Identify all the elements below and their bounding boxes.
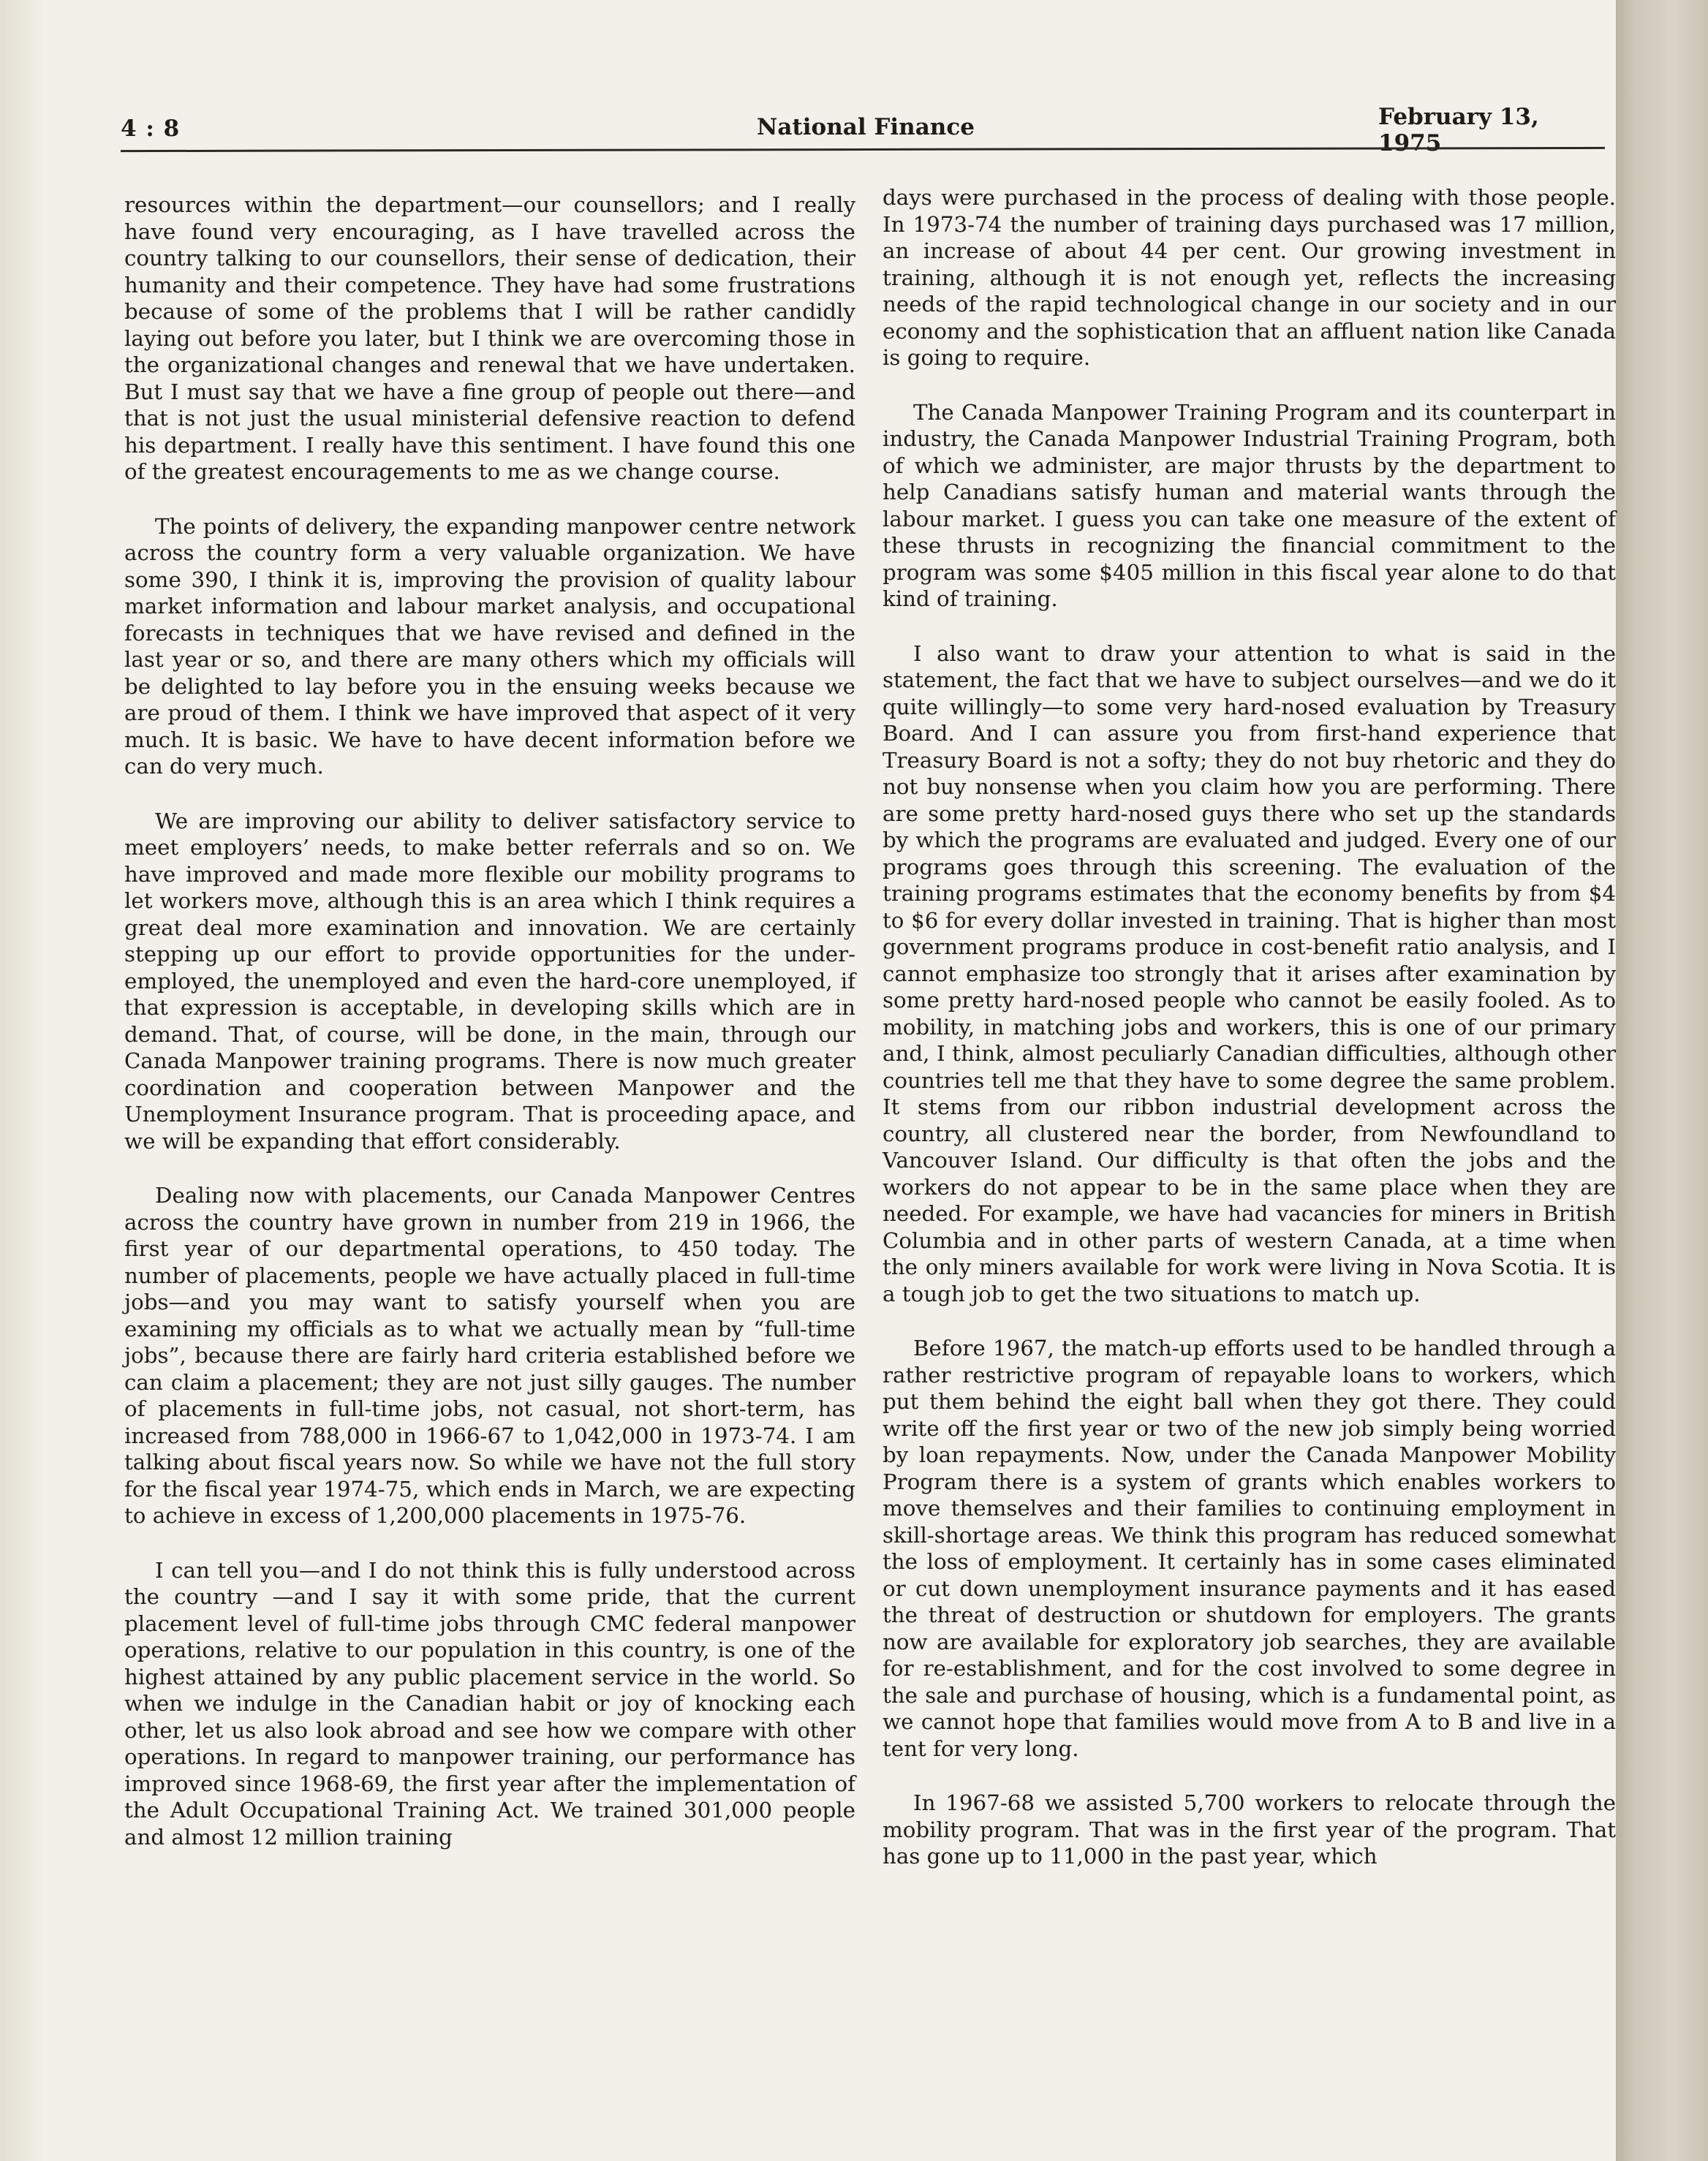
paragraph: We are improving our ability to deliver satisfactory service to meet employers’ needs, to make better referrals and so on. We have improved and made more flexible our mobility programs to let workers move, although this is an area which I think requires a great deal more examination and innovation. We are certainly stepping up our effort to provide opportunities for the under-employed, the unemployed and even the hard-core unemployed, if that expression is acceptable, in developing skills which are in demand. That, of course, will be done, in the main, through our Canada Manpower training programs. There is now much greater coordination and cooperation between Manpower and the Unemployment Insurance program. That is proceeding apace, and we will be expanding that effort considerably. [124, 808, 855, 1154]
page-gutter-shadow [0, 0, 44, 2161]
right-column [883, 184, 1616, 1898]
header-date: February 13, 1975 [1378, 104, 1539, 156]
paragraph: days were purchased in the process of dealing with those people. In 1973-74 the number of training days purchased was 17 million, an increase of about 44 per cent. Our growing investment in training, although it is not enough yet, reflects the increasing needs of the rapid technological change in our society and in our economy and the sophistication that an affluent nation like Canada is going to require. [883, 185, 1616, 370]
paragraph: The points of delivery, the expanding manpower centre network across the country form a very valuable organization. We have some 390, I think it is, improving the provision of quality labour market information and labour market analysis, and occupational forecasts in techniques that we have revised and defined in the last year or so, and there are many others which my officials will be delighted to lay before you in the ensuing weeks because we are proud of them. I think we have improved that aspect of it very much. It is basic. We have to have decent information before we can do very much. [124, 513, 855, 779]
page-number: 4 : 8 [121, 116, 181, 142]
left-column [124, 192, 855, 1878]
running-header [121, 104, 1605, 156]
paragraph: I can tell you—and I do not think this is fully understood across the country —and I say it with some pride, that the current placement level of full-time jobs through CMC federal manpower operations, relative to our population in this country, is one of the highest attained by any public placement service in the world. So when we indulge in the Canadian habit or joy of knocking each other, let us also look abroad and see how we compare with other operations. In regard to manpower training, our performance has improved since 1968-69, the first year after the implementation of the Adult Occupational Training Act. We trained 301,000 people and almost 12 million training [124, 1557, 855, 1850]
paragraph: In 1967-68 we assisted 5,700 workers to relocate through the mobility program. That was in the first year of the program. That has gone up to 11,000 in the past year, which [883, 1790, 1616, 1869]
paragraph: resources within the department—our counsellors; and I really have found very encouraging, as I have travelled across the country talking to our counsellors, their sense of dedication, their humanity and their competence. They have had some frustrations because of some of the problems that I will be rather candidly laying out before you later, but I think we are overcoming those in the organizational changes and renewal that we have undertaken. But I must say that we have a fine group of people out there—and that is not just the usual ministerial defensive reaction to defend his department. I really have this sentiment. I have found this one of the greatest encouragements to me as we change course. [124, 192, 855, 484]
paragraph: I also want to draw your attention to what is said in the statement, the fact that we have to subject ourselves—and we do it quite willingly—to some very hard-nosed evaluation by Treasury Board. And I can assure you from first-hand experience that Treasury Board is not a softy; they do not buy rhetoric and they do not buy nonsense when you claim how you are performing. There are some pretty hard-nosed guys there who set up the standards by which the programs are evaluated and judged. Every one of our programs goes through this screening. The evaluation of the training programs estimates that the economy benefits by from $4 to $6 for every dollar invested in training. That is higher than most government programs produce in cost-benefit ratio analysis, and I cannot emphasize too strongly that it arises after examination by some pretty hard-nosed people who cannot be easily fooled. As to mobility, in matching jobs and workers, this is one of our primary and, I think, almost peculiarly Canadian difficulties, although other countries tell me that they have to some degree the same problem. It stems from our ribbon industrial development across the country, all clustered near the border, from Newfoundland to Vancouver Island. Our difficulty is that often the jobs and the workers do not appear to be in the same place when they are needed. For example, we have had vacancies for miners in British Columbia and in other parts of western Canada, at a time when the only miners available for work were living in Nova Scotia. It is a tough job to get the two situations to match up. [883, 640, 1616, 1306]
page-edge-margin [1616, 0, 1708, 2161]
paragraph: Dealing now with placements, our Canada Manpower Centres across the country have grown in number from 219 in 1966, the first year of our departmental operations, to 450 today. The number of placements, people we have actually placed in full-time jobs—and you may want to satisfy yourself when you are examining my officials as to what we actually mean by “full-time jobs”, because there are fairly hard criteria established before we can claim a placement; they are not just silly gauges. The number of placements in full-time jobs, not casual, not short-term, has increased from 788,000 in 1966-67 to 1,042,000 in 1973-74. I am talking about fiscal years now. So while we have not the full story for the fiscal year 1974-75, which ends in March, we are expecting to achieve in excess of 1,200,000 placements in 1975-76. [124, 1183, 855, 1528]
paragraph: Before 1967, the match-up efforts used to be handled through a rather restrictive program of repayable loans to workers, which put them behind the eight ball when they got there. They could write off the first year or two of the new job simply being worried by loan repayments. Now, under the Canada Manpower Mobility Program there is a system of grants which enables workers to move themselves and their families to continuing employment in skill-shortage areas. We think this program has reduced somewhat the loss of employment. It certainly has in some cases eliminated or cut down unemployment insurance payments and it has eased the threat of destruction or shutdown for employers. The grants now are available for exploratory job searches, they are available for re-establishment, and for the cost involved to some degree in the sale and purchase of housing, which is a fundamental point, as we cannot hope that families would move from A to B and live in a tent for very long. [883, 1336, 1616, 1761]
paragraph: The Canada Manpower Training Program and its counterpart in industry, the Canada Manpower Industrial Training Program, both of which we administer, are major thrusts by the department to help Canadians satisfy human and material wants through the labour market. I guess you can take one measure of the extent of these thrusts in recognizing the financial commitment to the program was some $405 million in this fiscal year alone to do that kind of training. [883, 399, 1616, 611]
running-title: National Finance [757, 114, 975, 140]
